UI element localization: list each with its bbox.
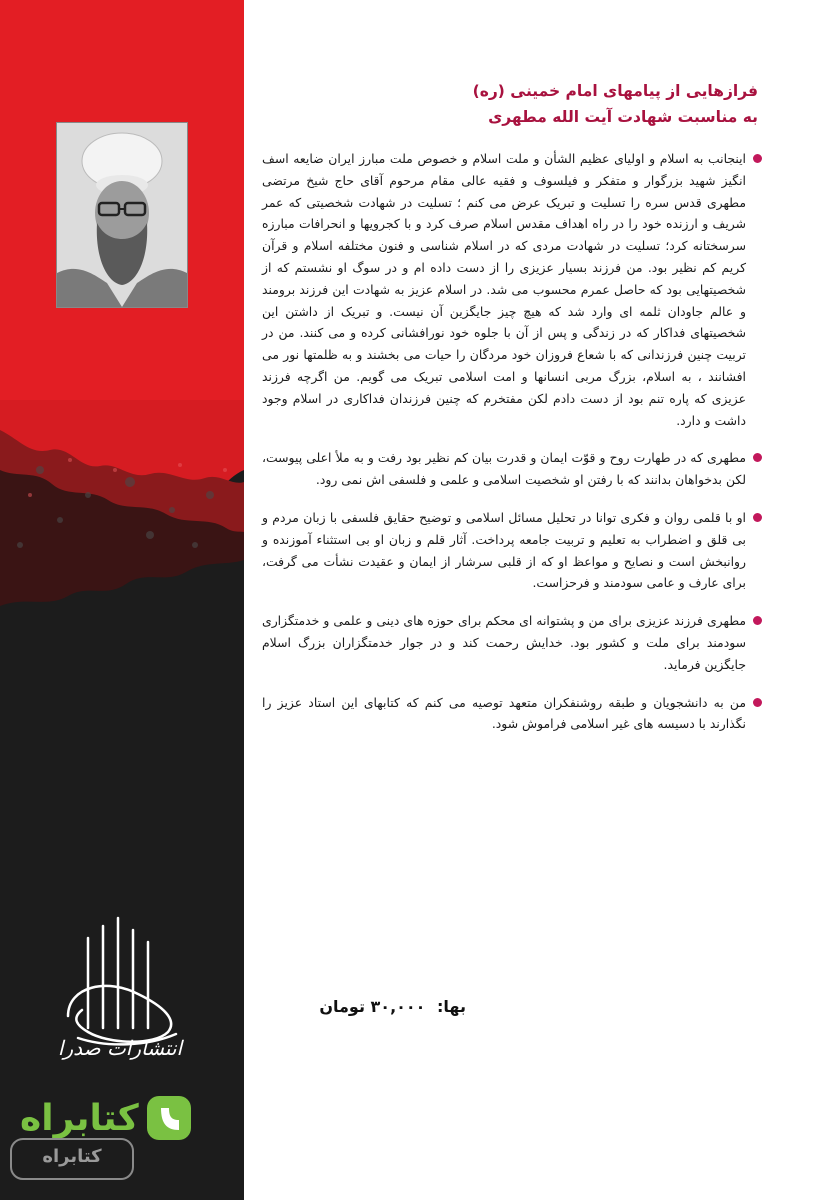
bullet-icon [753,698,762,707]
paragraph [262,507,758,594]
paragraph-text: اینجانب به اسلام و اولیای عظیم الشأن و ملت اسلام و خصوص ملت مبارز ایران ضایعه اسف انگیز شهید بزرگوار و متفکر و فیلسوف و فقیه عالی مقام مرحوم آقای حاج شیخ مرتضی مطهری قدس سره را تسلیت و تبریک عرض می کنم ؛ تسلیت در شهادت شخصیتی که عمر شریف و ارزنده خود را در راه اهداف مقدس اسلام صرف کرد و با کجرویها و انحرافات مبارزه سرسختانه کرد؛ تسلیت در شهادت مردی که در اسلام شناسی و فنون مختلفه اسلام و قرآن کریم کم نظیر بود. من فرزند بسیار عزیزی را از دست داده ام و در سوگ او نشستم که از شخصیتهایی بود که حاصل عمرم محسوب می شد. در اسلام عزیز به شهادت این فرزند برومند و عالم جاودان ثلمه ای وارد شد که هیچ چیز جایگزین آن نیست. و تبریک از داشتن این شخصیتهای فداکار که در زندگی و پس از آن با جلوه خود نورافشانی کرده و می کنند. من در تربیت چنین فرزندانی که با شعاع فروزان خود مردگان را حیات می بخشند و به ظلمتها نور می افشانند ، به اسلام، بزرگ مربی انسانها و امت اسلامی تبریک می گویم. من اگرچه فرزند عزیزی که پاره تنم بود از دست دادم لکن مفتخرم که چنین فرزندان فداکاری در اسلام وجود داشت و دارد. [262,151,746,428]
price-tag [313,997,466,1016]
bullet-icon [753,453,762,462]
paragraph [262,148,758,431]
main-content [262,78,758,735]
portrait-illustration [57,123,187,307]
paragraph [262,447,758,491]
paragraph [262,610,758,675]
paragraph-text: من به دانشجویان و طبقه روشنفکران متعهد توصیه می کنم که کتابهای این استاد عزیز را نگذارند با دسیسه های غیر اسلامی فراموش شود. [262,694,746,732]
paragraph-text: مطهری فرزند عزیزی برای من و پشتوانه ای محکم برای حوزه های دینی و علمی و خدمتگزاری سودمند برای ملت و کشور بود. خدایش رحمت کند و در جوار خدمتگزاران بزرگ اسلام جایگزین فرماید. [262,613,746,672]
author-portrait [56,122,188,308]
paragraph-text: او با قلمی روان و فکری توانا در تحلیل مسائل اسلامی و توضیح حقایق فلسفی با زبان مردم و بی قلق و اضطراب به تعلیم و تربیت جامعه پرداخت. آثار قلم و زبان او بی استثناء آموزنده و روانبخش است و نصایح و مواعظ او که از قلبی سرشار از ایمان و عقیدت نشأت می گرفت، برای عارف و عامی سودمند و فرحزاست. [262,509,746,591]
bullet-icon [753,616,762,625]
ketabrah-leaf-icon [145,1094,193,1142]
bullet-icon [753,154,762,163]
title-line-1: فرازهایی از پیامهای امام خمینی (ره) [472,82,758,100]
bullet-icon [753,513,762,522]
paragraph-text: مطهری که در طهارت روح و قوّت ایمان و قدرت بیان کم نظیر بود رفت و به ملأ اعلی پیوست، لکن بدخواهان بدانند که با رفتن او شخصیت اسلامی و علمی و فلسفی اش نمی رود. [262,450,746,488]
title-line-2: به مناسبت شهادت آیت الله مطهری [488,108,758,126]
ketabrah-brand-text: کتابراه [20,1097,139,1139]
watermark-text: کتابراه [42,1146,102,1167]
paragraph [262,692,758,736]
price-label: بها: [437,997,466,1016]
ketabrah-logo [20,1092,193,1144]
price-amount: ۳۰,۰۰۰ تومان [319,997,426,1016]
publisher-name: انتشارات صدرا [57,1036,183,1060]
ketabrah-watermark [10,1138,134,1180]
